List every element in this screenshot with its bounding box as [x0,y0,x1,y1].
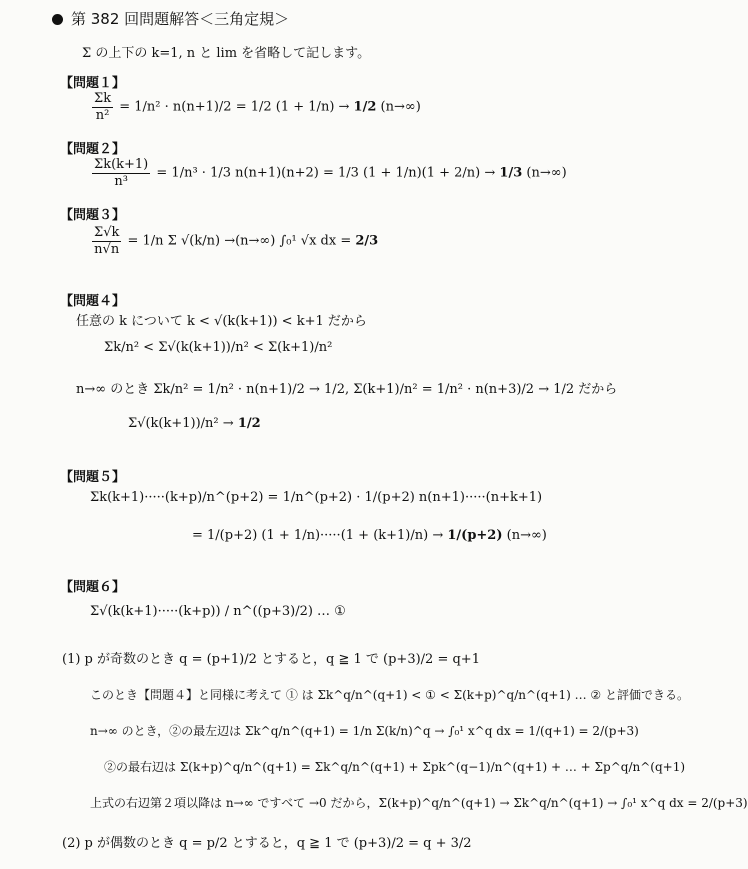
problem-2-equation: $\frac{\Sigma k(k+1)}{\text{n³}}$ = 1/n³ · 1/3 n(n+1)(n+2) = 1/3 (1 + 1/n)(1 + 2/n) → 1/3 (n→∞) [94,157,567,189]
problem-6-case-2: (2) p が偶数のとき q = p/2 とすると，q ≧ 1 で (p+3)/2 = q + 3/2 [62,836,472,851]
problem-4-line-2: Σk/n² < Σ√(k(k+1))/n² < Σ(k+1)/n² [104,340,333,355]
problem-4-line-1: 任意の k について k < √(k(k+1)) < k+1 だから [76,314,367,329]
problem-4-line-3: n→∞ のとき Σk/n² = 1/n² · n(n+1)/2 → 1/2, Σ(k+1)/n² = 1/n² · n(n+3)/2 → 1/2 だから [76,382,618,397]
page-title: 第 382 回問題解答＜三角定規＞ [52,8,289,29]
problem-6-case-1-estimate: このとき【問題４】と同様に考えて ① は Σk^q/n^(q+1) < ① < Σ(k+p)^q/n^(q+1) … ② と評価できる。 [90,688,689,702]
problem-5-heading: 【問題５】 [60,470,126,485]
problem-6-heading: 【問題６】 [60,580,126,595]
problem-4-line-4: Σ√(k(k+1))/n² → 1/2 [128,416,261,431]
problem-5-line-2: = 1/(p+2) (1 + 1/n)·····(1 + (k+1)/n) → 1/(p+2) (n→∞) [192,528,547,543]
problem-1-equation: $\frac{\Sigma k}{\text{n²}}$ = 1/n² · n(n+1)/2 = 1/2 (1 + 1/n) → 1/2 (n→∞) [94,91,421,123]
problem-3-equation: $\frac{\Sigma√k}{n√n}$ = 1/n Σ √(k/n) →(n→∞) ∫₀¹ √x dx = 2/3 [94,225,379,257]
problem-2-heading: 【問題２】 [60,142,126,157]
notation-note: Σ の上下の k=1, n と lim を省略して記します。 [82,46,371,61]
problem-4-heading: 【問題４】 [60,294,126,309]
problem-6-right-side: ②の最右辺は Σ(k+p)^q/n^(q+1) = Σk^q/n^(q+1) + Σpk^(q−1)/n^(q+1) + … + Σp^q/n^(q+1) [104,760,686,774]
problem-5-line-1: Σk(k+1)·····(k+p)/n^(p+2) = 1/n^(p+2) · 1/(p+2) n(n+1)·····(n+k+1) [90,490,543,505]
bullet-icon [52,14,63,25]
problem-6-expression: Σ√(k(k+1)·····(k+p)) / n^((p+3)/2) … ① [90,604,346,619]
problem-6-right-limit: 上式の右辺第２項以降は n→∞ ですべて →0 だから，Σ(k+p)^q/n^(q+1) → Σk^q/n^(q+1) → ∫₀¹ x^q dx = 2/(p+3) [90,796,748,810]
problem-1-heading: 【問題１】 [60,76,126,91]
problem-6-case-1: (1) p が奇数のとき q = (p+1)/2 とすると，q ≧ 1 で (p+3)/2 = q+1 [62,652,480,667]
problem-3-heading: 【問題３】 [60,208,126,223]
problem-6-left-limit: n→∞ のとき，②の最左辺は Σk^q/n^(q+1) = 1/n Σ(k/n)^q → ∫₀¹ x^q dx = 1/(q+1) = 2/(p+3) [90,724,639,738]
